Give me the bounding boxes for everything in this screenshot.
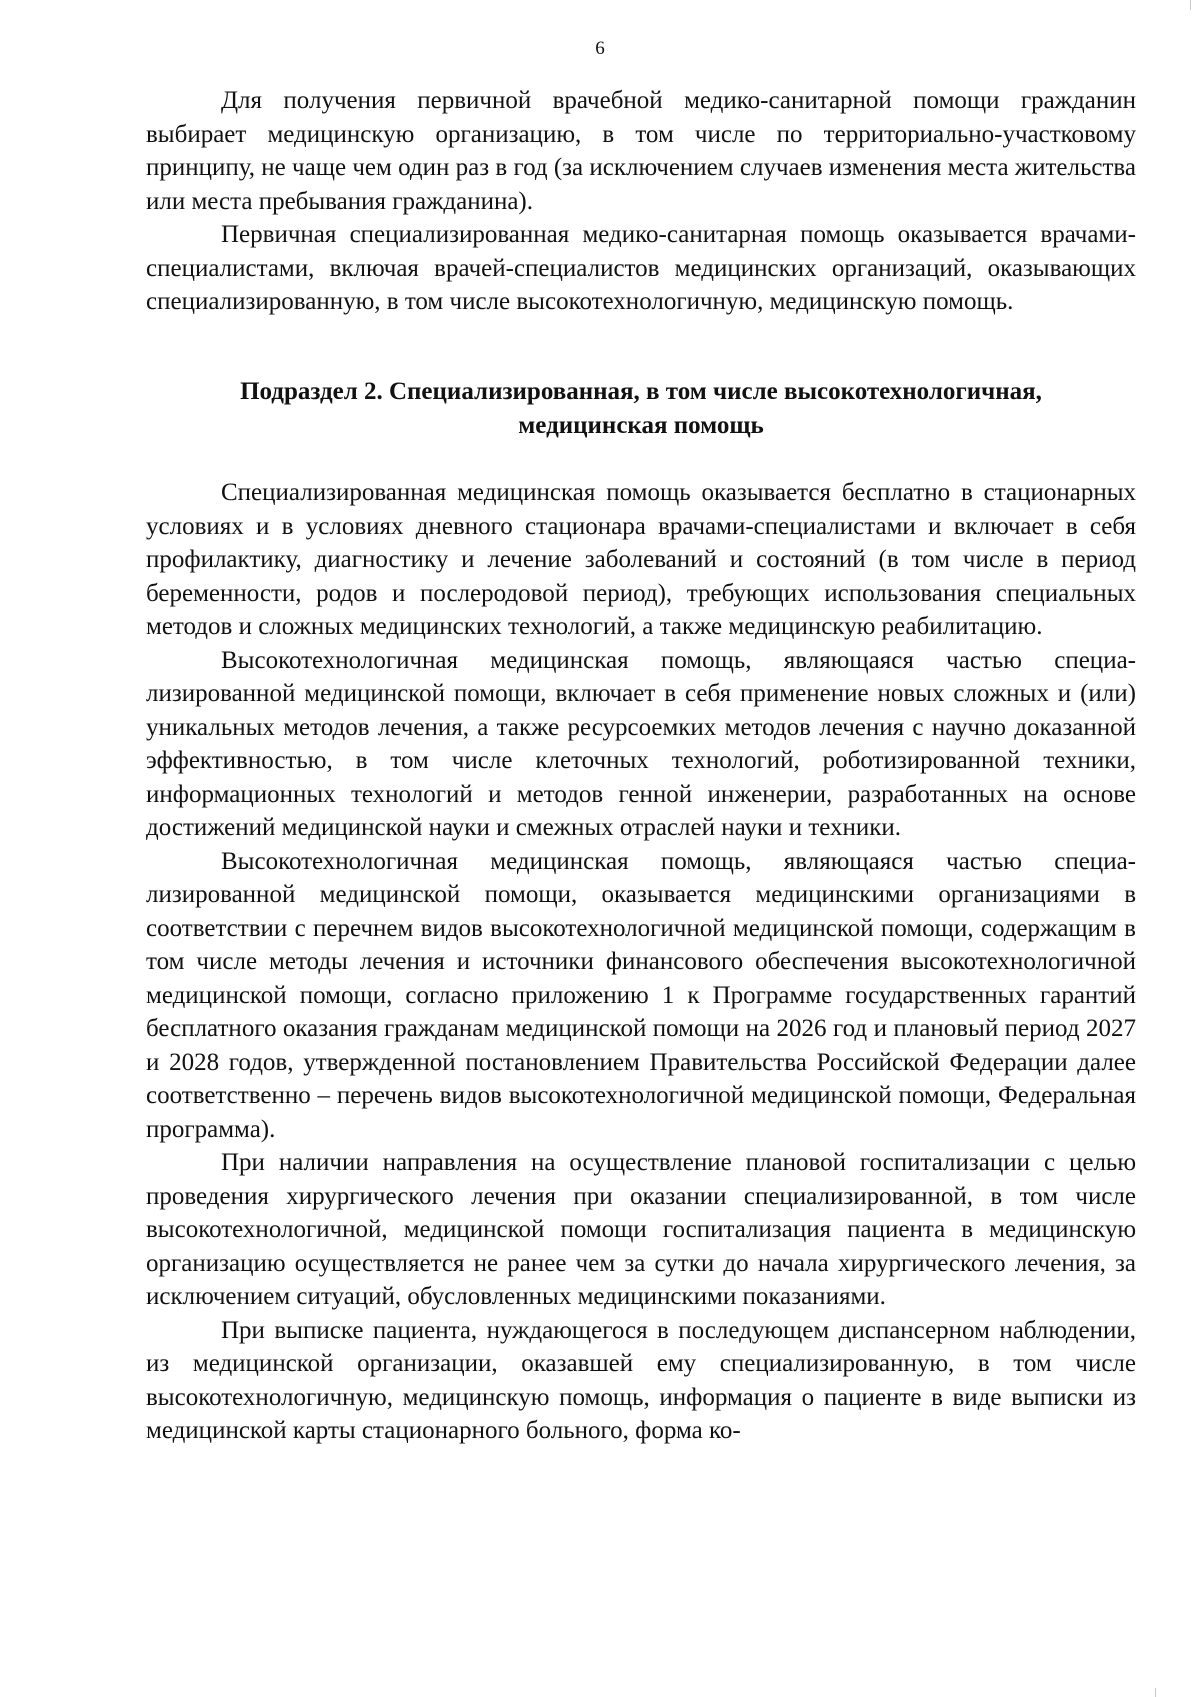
intro-text-block — [146, 84, 1136, 319]
section-heading-line: Подраздел 2. Специализированная, в том числе высокотехнологичная, — [240, 378, 1042, 405]
paragraph: При выписке пациента, нуждающегося в последующем диспансерном наблюдении, из медицинской организации, оказавшей ему специализированную, в том числе высокотехнологичную, медицинскую помощь, информация о пациенте в виде выписки из медицинской карты стационарного больного, форма ко- — [146, 1316, 1136, 1444]
paragraph: Специализированная медицинская помощь оказывается бесплатно в стационарных условиях и в условиях дневного стационара врачами-специалистами и включает в себя профилактику, диагностику и лечение заболеваний и состояний (в том числе в период беременности, родов и послеродовой период), требующих использования специальных методов и сложных медицинских технологий, а также медицинскую реабилитацию. — [146, 479, 1136, 640]
scan-edge-mark — [1155, 1688, 1156, 1697]
section-text-block — [146, 476, 1136, 1448]
paragraph: Высокотехнологичная медицинская помощь, являющаяся частью специализированной медицинской помощи, оказывается медицинскими организациями в соответствии с перечнем видов высокотехнологичной медицинской помощи, содержащим в том числе методы лечения и источники финансового обеспечения высокотехнологичной медицинской помощи, согласно приложению 1 к Программе государственных гарантий бесплатного оказания гражданам медицинской помощи на 2026 год и плановый период 2027 и 2028 годов, утвержденной постановлением Правительства Российской Федерации далее соответственно – перечень видов высокотехнологичной медицинской помощи, Федеральная программа). — [146, 847, 1136, 1143]
paragraph: Первичная специализированная медико-санитарная помощь оказывается врачами-специалистами, включая врачей-специалистов медицинских организаций, оказывающих специализированную, в том числе высокотехнологичную, медицинскую помощь. — [146, 221, 1136, 315]
section-heading-line: медицинская помощь — [518, 411, 764, 439]
paragraph: При наличии направления на осуществление плановой госпитализации с целью проведения хирургического лечения при оказании специализированной, в том числе высокотехнологичной, медицинской помощи госпитализация пациента в медицинскую организацию осуществляется не ранее чем за сутки до начала хирургического лечения, за исключением ситуаций, обусловленных медицинскими показаниями. — [146, 1149, 1136, 1310]
scan-edge-mark — [1190, 0, 1191, 10]
paragraph: Для получения первичной врачебной медико-санитарной помощи гражданин выбирает медицинскую организацию, в том числе по территориально-участковому принципу, не чаще чем один раз в год (за исключением случаев изменения места жительства или места пребывания гражданина). — [146, 87, 1136, 215]
section-heading — [146, 375, 1136, 442]
paragraph: Высокотехнологичная медицинская помощь, являющаяся частью специализированной медицинской помощи, включает в себя применение новых сложных и (или) уникальных методов лечения, а также ресурсоемких методов лечения с научно доказанной эффективностью, в том числе клеточных технологий, роботизированной техники, информационных технологий и методов генной инженерии, разработанных на основе достижений медицинской науки и смежных отраслей науки и техники. — [146, 646, 1136, 841]
page-number: 6 — [595, 38, 605, 59]
